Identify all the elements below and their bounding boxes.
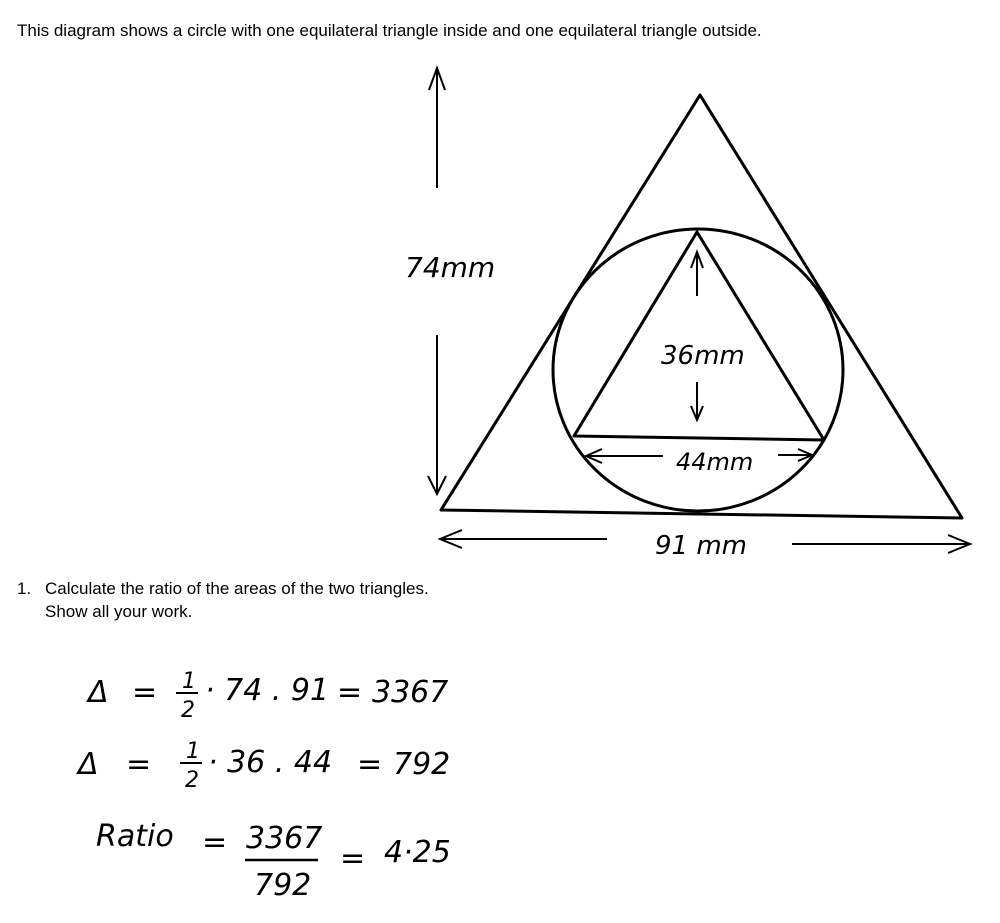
inner-triangle <box>574 232 824 440</box>
half-numerator-2: 1 <box>186 739 200 764</box>
product-2: · 36 . 44 <box>208 745 333 780</box>
question-line-2: Show all your work. <box>45 602 193 621</box>
work-line-1 <box>86 669 448 723</box>
equals-2b: = <box>357 747 383 782</box>
intro-text: This diagram shows a circle with one equilateral triangle inside and one equilateral triangle outside. <box>17 21 762 40</box>
equals-3: = <box>202 825 228 860</box>
ratio-numerator: 3367 <box>246 821 323 856</box>
ratio-result: 4·25 <box>384 835 451 870</box>
result-2: 792 <box>393 747 451 782</box>
ratio-denominator: 792 <box>254 868 312 903</box>
work-line-2 <box>76 739 450 793</box>
equals-1: = <box>132 675 158 710</box>
equals-1b: = <box>337 675 363 710</box>
result-1: 3367 <box>372 675 449 710</box>
question-line-1: Calculate the ratio of the areas of the two triangles. <box>45 579 429 598</box>
question-1 <box>17 577 429 623</box>
equals-3b: = <box>340 841 366 876</box>
inner-height-arrow <box>691 252 703 420</box>
inner-base-label: 44mm <box>676 448 754 476</box>
half-denominator-2: 2 <box>185 768 199 793</box>
half-numerator-1: 1 <box>182 669 196 694</box>
triangle-symbol-2: Δ <box>78 747 99 782</box>
ratio-label: Ratio <box>96 819 174 854</box>
inner-height-label: 36mm <box>661 341 745 371</box>
work-line-3 <box>96 819 451 903</box>
question-number: 1. <box>17 579 32 598</box>
outer-height-label: 74mm <box>405 251 496 284</box>
outer-base-label: 91 mm <box>655 531 748 561</box>
equals-2: = <box>126 747 152 782</box>
product-1: · 74 . 91 <box>205 673 330 708</box>
half-denominator-1: 2 <box>181 698 195 723</box>
triangle-symbol-1: Δ <box>88 675 109 710</box>
